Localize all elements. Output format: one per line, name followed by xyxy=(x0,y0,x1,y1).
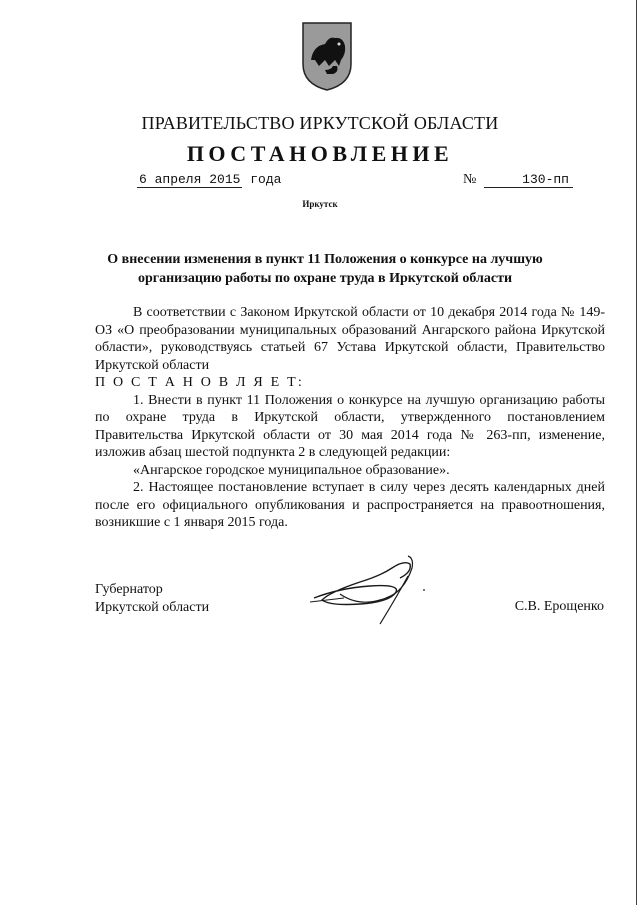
document-body xyxy=(95,304,605,532)
document-type: ПОСТАНОВЛЕНИЕ xyxy=(186,141,454,166)
date-value: 6 апреля 2015 xyxy=(139,172,241,187)
position-line-1: Губернатор xyxy=(95,582,163,597)
paragraph-preamble: В соответствии с Законом Иркутской области от 10 декабря 2014 года № 149-ОЗ «О преобразовании муниципальных образований Ангарского района Иркутской области», руководствуясь статьей 67 Устава Иркутской области, Правительство Иркутской области xyxy=(95,305,605,373)
number-label: № xyxy=(463,172,477,187)
paragraph-item-1: 1. Внести в пункт 11 Положения о конкурсе на лучшую организацию работы по охране труда в Иркутской области, утвержденного постановлением Правительства Иркутской области от 30 мая 2014 года № 263-пп, изменение, изложив абзац шестой подпункта 2 в следующей редакции: xyxy=(95,392,605,460)
page-edge-line xyxy=(636,0,637,905)
number-value: 130-пп xyxy=(484,172,573,188)
signatory-position xyxy=(95,581,209,617)
handwritten-signature xyxy=(300,548,440,628)
position-line-2: Иркутской области xyxy=(95,600,210,615)
decree-date xyxy=(137,172,281,187)
city: Иркутск xyxy=(302,199,338,209)
government-name: ПРАВИТЕЛЬСТВО ИРКУТСКОЙ ОБЛАСТИ xyxy=(141,113,499,133)
paragraph-quote: «Ангарское городское муниципальное образование». xyxy=(133,462,450,478)
signatory-name: С.В. Ерощенко xyxy=(514,599,604,614)
date-suffix: года xyxy=(250,172,282,187)
coat-of-arms-icon xyxy=(299,20,355,92)
document-title: О внесении изменения в пункт 11 Положения о конкурсе на лучшую организацию работы по охране труда в Иркутской области xyxy=(107,252,543,286)
resolves-heading: П О С Т А Н О В Л Я Е Т: xyxy=(95,375,304,390)
paragraph-item-2: 2. Настоящее постановление вступает в силу через десять календарных дней после его официального опубликования и распространяется на правоотношения, возникшие с 1 января 2015 года. xyxy=(95,480,605,530)
decree-number xyxy=(463,172,573,188)
